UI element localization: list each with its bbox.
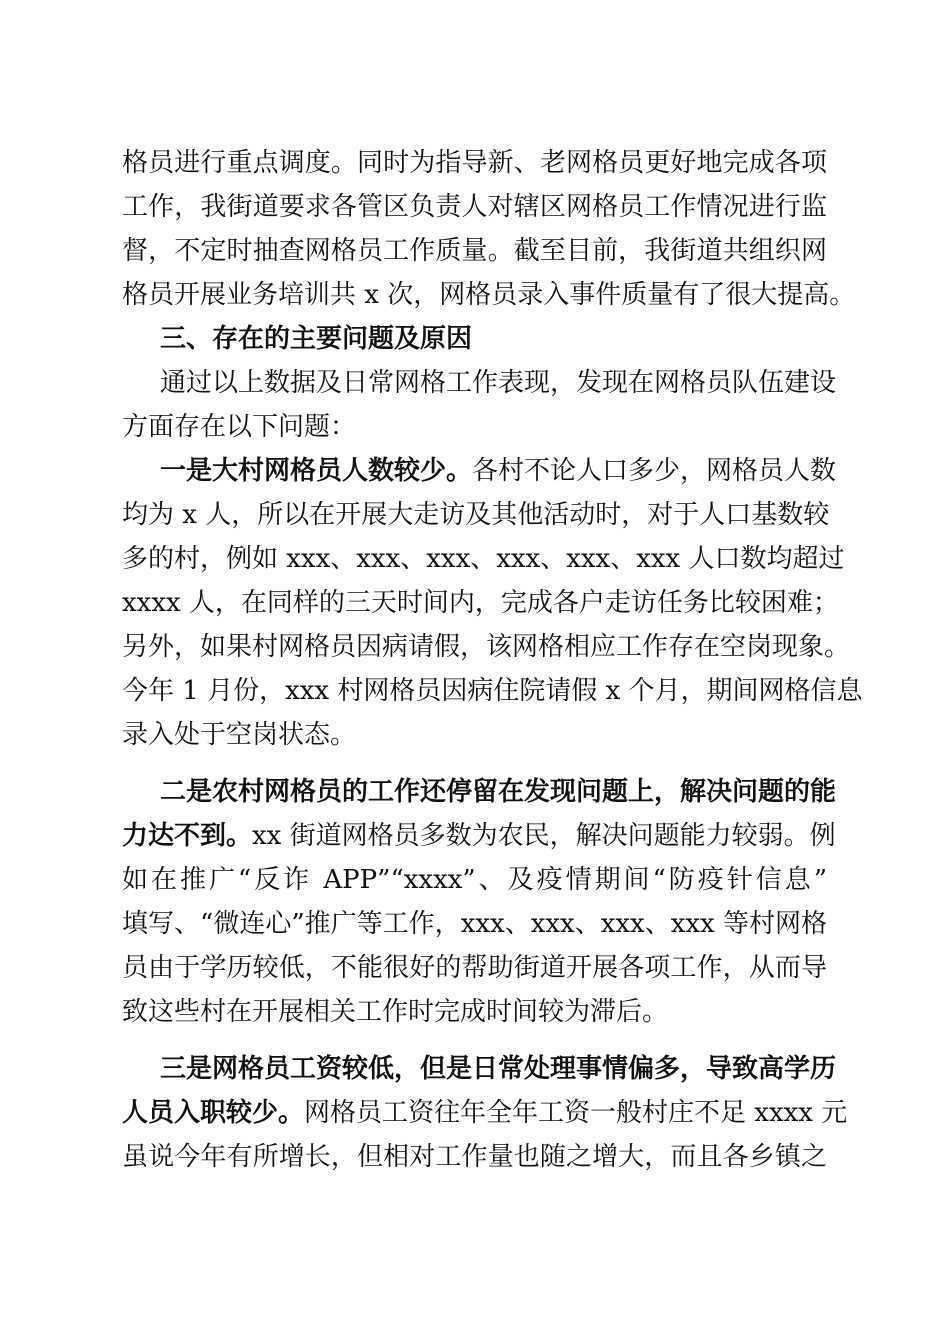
issue-3-lead: 三是网格员工资较低，但是日常处理事情偏多，导致高学历	[160, 1054, 837, 1084]
paragraph-issue-3	[122, 1047, 848, 1179]
text-line	[122, 449, 837, 493]
text-line: 致这些村在开展相关工作时完成时间较为滞后。	[122, 997, 669, 1027]
text-line: 督，不定时抽查网格员工作质量。截至目前，我街道共组织网	[122, 236, 827, 266]
text-line: 均为 x 人，所以在开展大走访及其他活动时，对于人口基数较	[122, 500, 830, 530]
issue-2-lead: 二是农村网格员的工作还停留在发现问题上，解决问题的能	[160, 777, 837, 807]
text-line: 填写、“微连心”推广等工作，xxx、xxx、xxx、xxx 等村网格	[122, 909, 827, 939]
document-body	[122, 141, 863, 1179]
text-line: 员由于学历较低，不能很好的帮助街道开展各项工作，从而导	[122, 953, 827, 983]
text-span: 网格员工资往年全年工资一般村庄不足 xxxx 元	[304, 1098, 848, 1128]
text-line: 虽说今年有所增长，但相对工作量也随之增大，而且各乡镇之	[122, 1142, 827, 1172]
section-heading: 三、存在的主要问题及原因	[160, 324, 473, 354]
text-line	[122, 814, 836, 858]
text-span: xx 街道网格员多数为农民，解决问题能力较弱。例	[252, 821, 836, 851]
text-line: 多的村，例如 xxx、xxx、xxx、xxx、xxx、xxx 人口数均超过	[122, 544, 845, 574]
text-line: 今年 1 月份，xxx 村网格员因病住院请假 x 个月，期间网格信息	[122, 676, 863, 706]
text-line: 格员开展业务培训共 x 次，网格员录入事件质量有了很大提高。	[122, 280, 856, 310]
text-line: 格员进行重点调度。同时为指导新、老网格员更好地完成各项	[122, 148, 827, 178]
text-line: 工作，我街道要求各管区负责人对辖区网格员工作情况进行监	[122, 192, 827, 222]
paragraph-training	[122, 141, 856, 317]
text-line: 方面存在以下问题：	[122, 412, 357, 442]
text-line: 通过以上数据及日常网格工作表现，发现在网格员队伍建设	[160, 368, 837, 398]
text-line: 录入处于空岗状态。	[122, 720, 357, 750]
text-line	[122, 1091, 848, 1135]
issue-2-lead-end: 力达不到。	[122, 821, 253, 851]
text-line: 另外，如果村网格员因病请假，该网格相应工作存在空岗现象。	[122, 632, 851, 662]
text-span: 各村不论人口多少，网格员人数	[472, 456, 837, 486]
paragraph-issue-2	[122, 770, 837, 1034]
text-line: xxxx 人，在同样的三天时间内，完成各户走访任务比较困难；	[122, 588, 839, 618]
text-line: 如在推广“反诈 APP”“xxxx”、及疫情期间“防疫针信息”	[122, 865, 827, 895]
issue-3-lead-end: 人员入职较少。	[122, 1098, 305, 1128]
issue-1-lead: 一是大村网格员人数较少。	[160, 456, 473, 486]
paragraph-intro	[122, 361, 837, 449]
paragraph-issue-1	[122, 449, 863, 757]
